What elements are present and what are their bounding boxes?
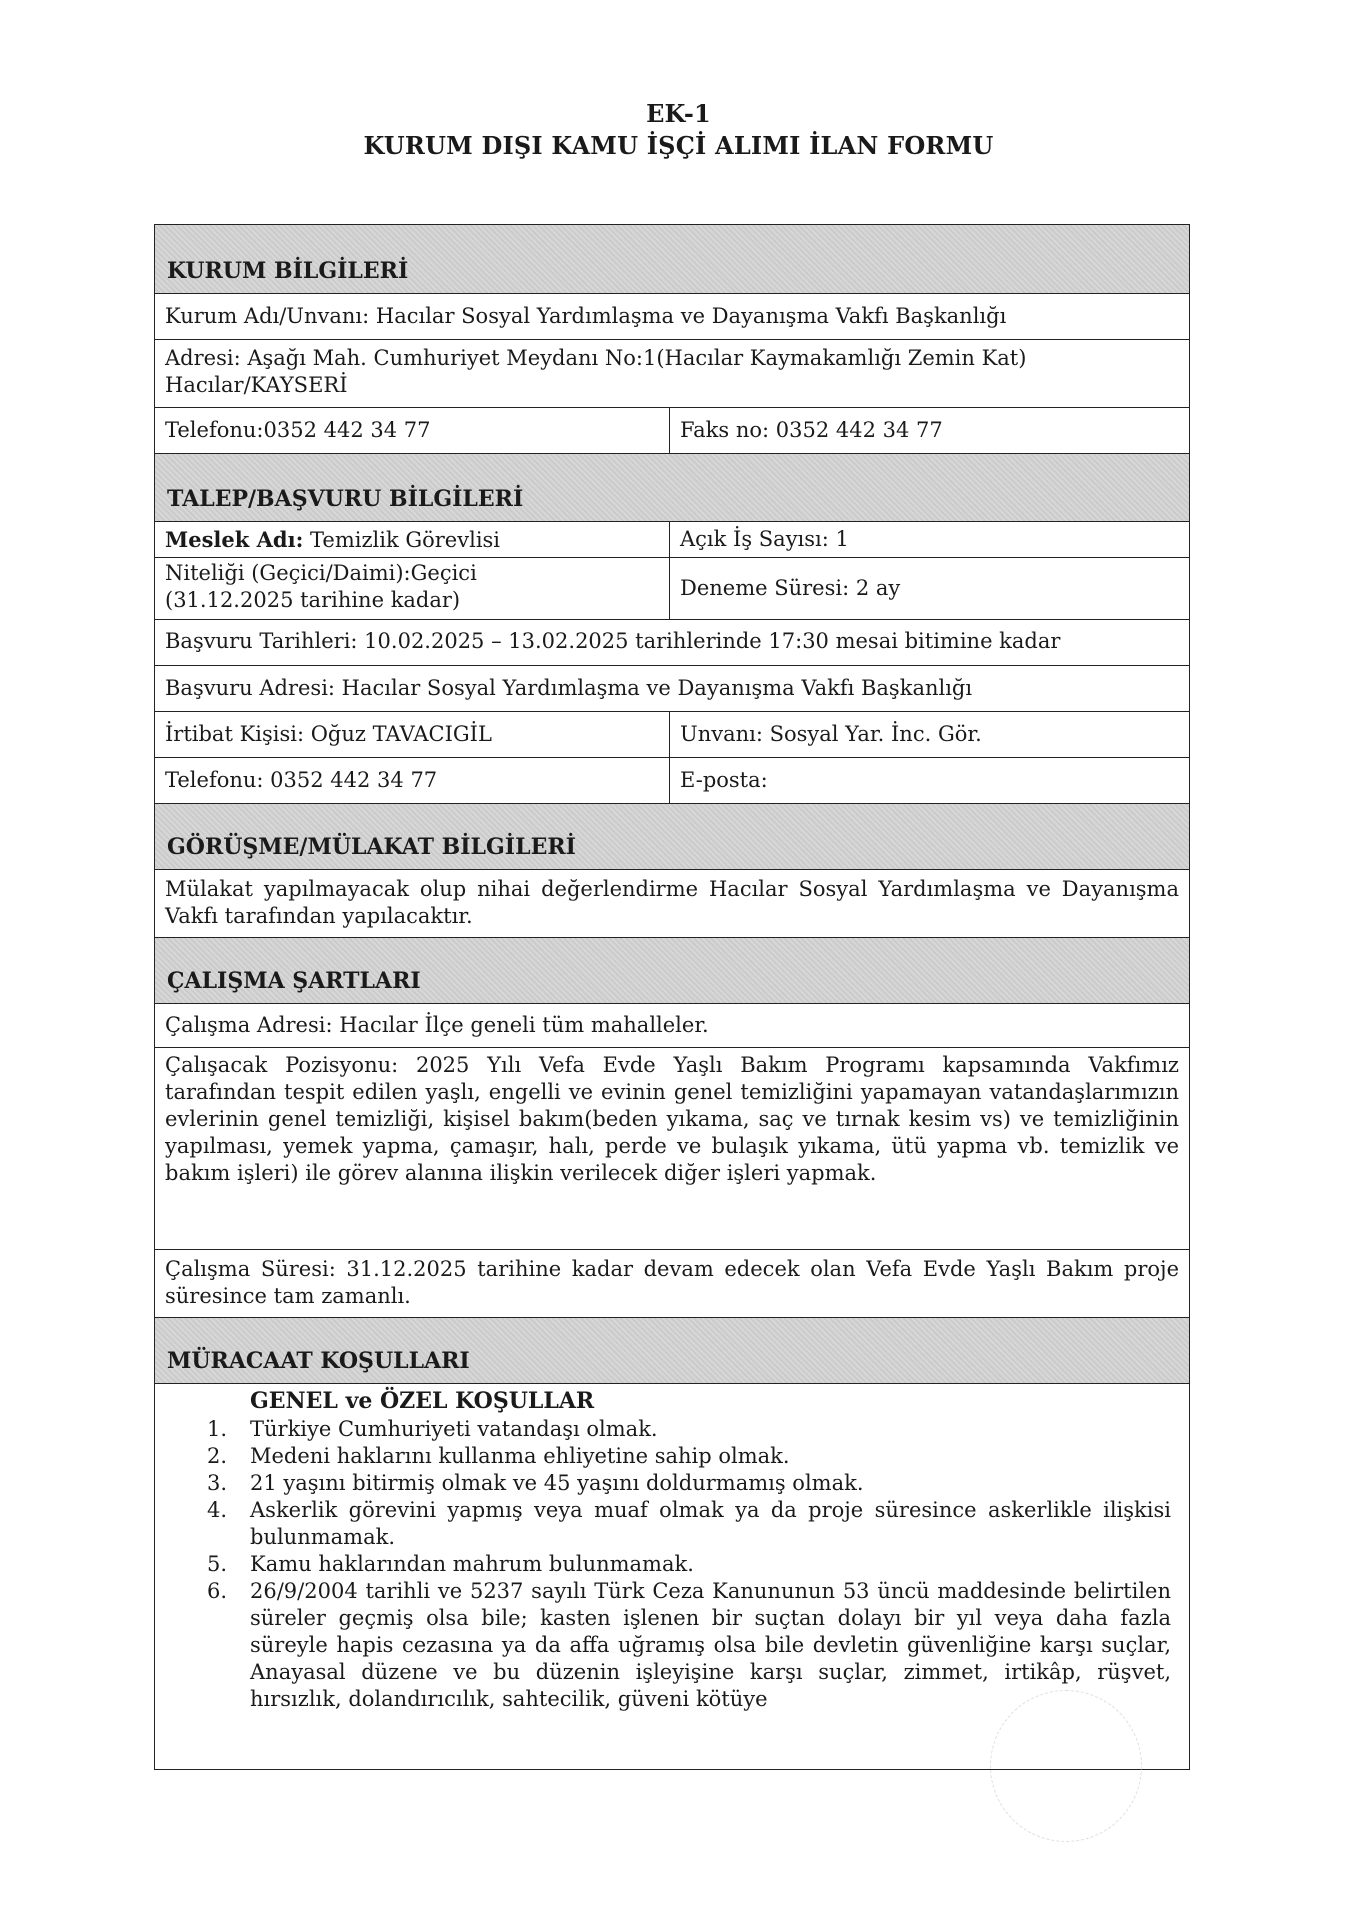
work-duration-row (155, 1249, 1189, 1317)
nature-row (155, 557, 1189, 619)
work-address-row (155, 1003, 1189, 1047)
institution-fax: Faks no: 0352 442 34 77 (680, 418, 943, 442)
condition-item (155, 1578, 1179, 1713)
condition-item (155, 1470, 1179, 1497)
work-duration: Çalışma Süresi: 31.12.2025 tarihine kadar devam edecek olan Vefa Evde Yaşlı Bakım proje süresince tam zamanlı. (165, 1257, 1179, 1308)
section-title: GÖRÜŞME/MÜLAKAT BİLGİLERİ (167, 834, 576, 860)
application-address-row (155, 665, 1189, 711)
conditions-list (155, 1416, 1179, 1713)
item-number: 4. (207, 1498, 228, 1522)
item-number: 2. (207, 1444, 228, 1468)
section-interview-header (155, 803, 1189, 869)
interview-row (155, 869, 1189, 937)
annex-label: EK-1 (646, 99, 711, 128)
condition-item (155, 1497, 1179, 1551)
section-title: TALEP/BAŞVURU BİLGİLERİ (167, 486, 524, 512)
form-title: KURUM DIŞI KAMU İŞÇİ ALIMI İLAN FORMU (363, 131, 994, 160)
job-row (155, 521, 1189, 557)
institution-address-row (155, 339, 1189, 407)
section-institution-header (155, 225, 1189, 293)
address-line-2: Hacılar/KAYSERİ (165, 373, 348, 397)
condition-item (155, 1551, 1179, 1578)
item-text: 21 yaşını bitirmiş olmak ve 45 yaşını doldurmamış olmak. (250, 1471, 864, 1495)
item-number: 1. (207, 1417, 228, 1441)
contact-title: Unvanı: Sosyal Yar. İnc. Gör. (680, 722, 982, 746)
item-number: 5. (207, 1552, 228, 1576)
item-number: 6. (207, 1579, 228, 1603)
item-text: Askerlik görevini yapmış veya muaf olmak ya da proje süresince askerlikle ilişkisi bulunmamak. (250, 1498, 1171, 1549)
item-number: 3. (207, 1471, 228, 1495)
institution-name: Kurum Adı/Unvanı: Hacılar Sosyal Yardımlaşma ve Dayanışma Vakfı Başkanlığı (165, 304, 1007, 328)
job-label: Meslek Adı: (165, 527, 304, 552)
faint-seal-stamp (990, 1690, 1142, 1842)
conditions-subtitle: GENEL ve ÖZEL KOŞULLAR (250, 1388, 595, 1414)
contact-phone-row (155, 757, 1189, 803)
contact-email: E-posta: (680, 768, 768, 792)
section-application-header (155, 453, 1189, 521)
job-nature (155, 558, 670, 619)
item-text: Türkiye Cumhuriyeti vatandaşı olmak. (250, 1417, 658, 1441)
institution-phone: Telefonu:0352 442 34 77 (155, 408, 670, 453)
item-text: 26/9/2004 tarihli ve 5237 sayılı Türk Ceza Kanununun 53 üncü maddesinde belirtilen süreler geçmiş olsa bile; kasten işlenen bir suçtan dolayı bir yıl veya daha fazla süreyle hapis cezasına ya da affa uğramış olsa bile devletin güvenliğine karşı suçlar, Anayasal düzene ve bu düzenin işleyişine karşı suçlar, zimmet, irtikâp, rüşvet, hırsızlık, dolandırıcılık, sahtecilik, güveni kötüye (250, 1579, 1171, 1711)
job-name (155, 522, 670, 557)
section-title: ÇALIŞMA ŞARTLARI (167, 968, 421, 994)
section-conditions-header (155, 1317, 1189, 1383)
trial-period: Deneme Süresi: 2 ay (680, 576, 901, 600)
job-value: Temizlik Görevlisi (303, 528, 501, 552)
nature-line-1: Niteliği (Geçici/Daimi):Geçici (165, 561, 477, 585)
nature-line-2: (31.12.2025 tarihine kadar) (165, 588, 461, 612)
contact-row (155, 711, 1189, 757)
section-title: KURUM BİLGİLERİ (167, 258, 409, 284)
contact-person: İrtibat Kişisi: Oğuz TAVACIGİL (155, 712, 670, 757)
open-positions: Açık İş Sayısı: 1 (680, 527, 849, 551)
work-position-row (155, 1047, 1189, 1249)
announcement-form-table (154, 224, 1190, 1770)
application-address: Başvuru Adresi: Hacılar Sosyal Yardımlaşma ve Dayanışma Vakfı Başkanlığı (165, 676, 973, 700)
work-address: Çalışma Adresi: Hacılar İlçe geneli tüm mahalleler. (165, 1013, 709, 1037)
work-position: Çalışacak Pozisyonu: 2025 Yılı Vefa Evde Yaşlı Bakım Programı kapsamında Vakfımız tarafından tespit edilen yaşlı, engelli ve evinin genel temizliğini yapamayan vatandaşlarımızın evlerinin genel temizliği, kişisel bakım(beden yıkama, saç ve tırnak kesim vs) ve temizliğinin yapılması, yemek yapma, çamaşır, halı, perde ve bulaşık yıkama, ütü yapma vb. temizlik ve bakım işleri) ile görev alanına ilişkin verilecek diğer işleri yapmak. (165, 1053, 1179, 1185)
item-text: Medeni haklarını kullanma ehliyetine sahip olmak. (250, 1444, 790, 1468)
section-work-header (155, 937, 1189, 1003)
institution-name-row (155, 293, 1189, 339)
phone-fax-row (155, 407, 1189, 453)
document-title-block (0, 98, 1357, 162)
interview-text: Mülakat yapılmayacak olup nihai değerlendirme Hacılar Sosyal Yardımlaşma ve Dayanışma Vakfı tarafından yapılacaktır. (165, 877, 1179, 928)
item-text: Kamu haklarından mahrum bulunmamak. (250, 1552, 694, 1576)
contact-phone: Telefonu: 0352 442 34 77 (155, 758, 670, 803)
condition-item (155, 1416, 1179, 1443)
institution-address (155, 340, 1189, 407)
application-dates-row (155, 619, 1189, 665)
application-dates: Başvuru Tarihleri: 10.02.2025 – 13.02.2025 tarihlerinde 17:30 mesai bitimine kadar (165, 629, 1061, 653)
address-line-1: Adresi: Aşağı Mah. Cumhuriyet Meydanı No:1(Hacılar Kaymakamlığı Zemin Kat) (165, 346, 1027, 370)
section-title: MÜRACAAT KOŞULLARI (167, 1348, 470, 1374)
condition-item (155, 1443, 1179, 1470)
